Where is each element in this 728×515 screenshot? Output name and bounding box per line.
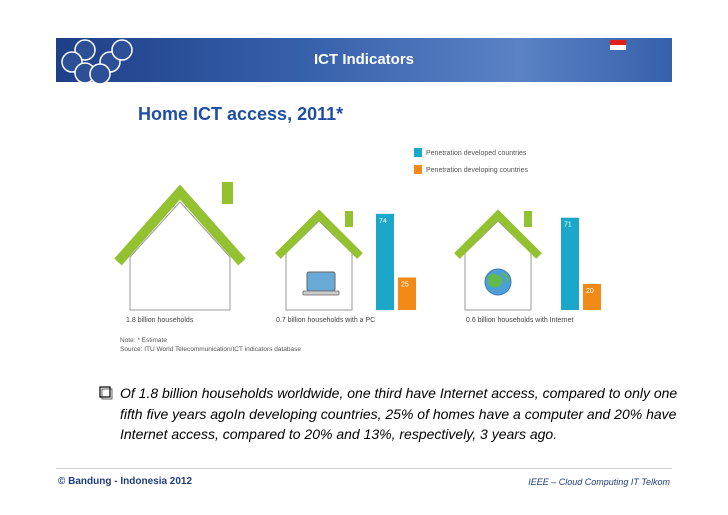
slide-title: Home ICT access, 2011*: [138, 104, 344, 124]
header-bar: [56, 38, 672, 82]
category-label: 1.8 billion households: [126, 317, 194, 324]
legend-label-developed: Penetration developed countries: [426, 150, 527, 157]
category-label: 0.7 billion households with a PC: [276, 317, 376, 324]
legend-label-developing: Penetration developing countries: [426, 167, 528, 174]
legend-swatch-developing: [414, 165, 422, 174]
bullet-text: Of 1.8 billion households worldwide, one third have Internet access, compared to only one fifth five years agoIn developing countries, 25% of homes have a computer and 20% have Internet access, compared to 20% and 13%, respectively, 3 years ago.: [120, 385, 678, 442]
house-laptop-icon: [278, 211, 360, 310]
header-title: ICT Indicators: [313, 51, 414, 68]
bar-developed: [376, 214, 394, 310]
bar-value-label: 74: [379, 217, 387, 225]
chart-source: Source: ITU World Telecommunication/ICT indicators database: [120, 346, 302, 353]
home-ict-chart: [108, 140, 608, 365]
chart-note: Note: * Estimate: [120, 337, 167, 344]
footer-right: IEEE – Cloud Computing IT Telkom: [528, 477, 670, 487]
footer-divider: [56, 468, 672, 469]
flag-icon: [610, 40, 626, 50]
circles-logo-icon: [60, 38, 140, 84]
bar-developed: [561, 218, 579, 310]
bar-value-label: 20: [586, 288, 594, 295]
house-icon: [118, 182, 242, 310]
footer-left: © Bandung - Indonesia 2012: [58, 476, 193, 487]
bar-value-label: 25: [401, 281, 409, 289]
house-globe-icon: [457, 211, 539, 310]
bar-value-label: 71: [564, 221, 572, 229]
legend-swatch-developed: [414, 148, 422, 157]
category-label: 0.6 billion households with Internet: [466, 317, 574, 324]
checkbox-bullet-icon: [98, 384, 114, 400]
